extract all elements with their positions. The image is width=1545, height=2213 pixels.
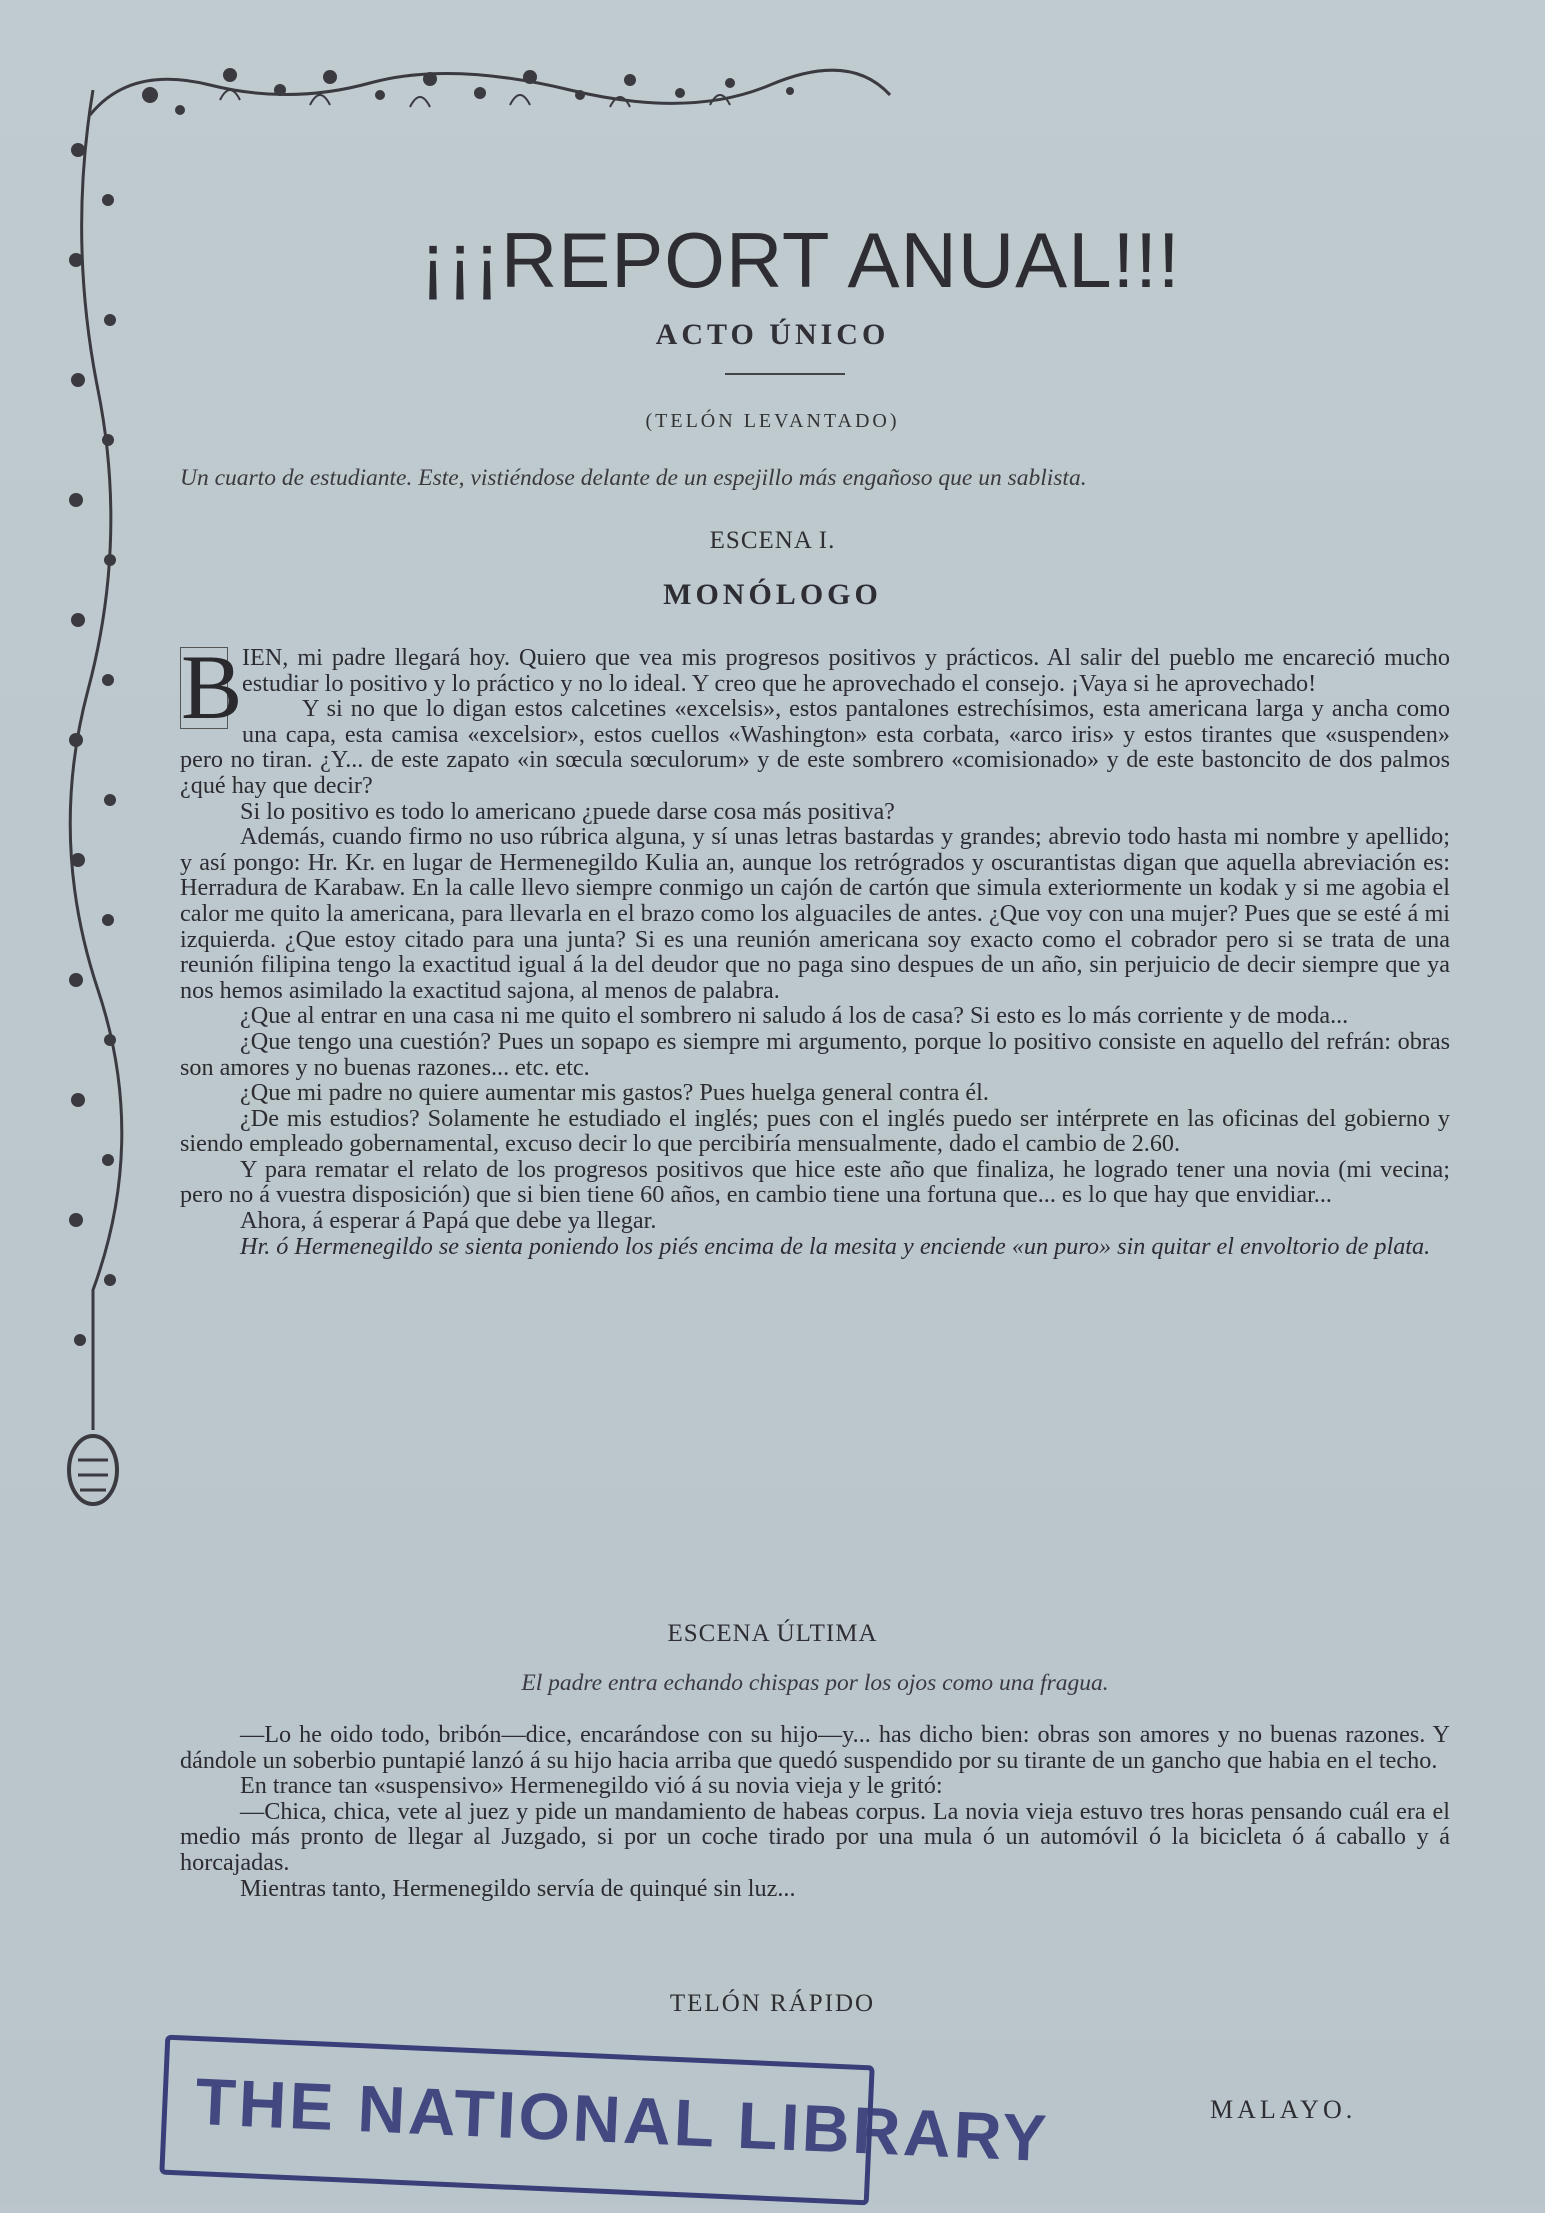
page-title: ¡¡¡REPORT ANUAL!!!	[420, 216, 1181, 304]
paragraph: Además, cuando firmo no uso rúbrica alguna, y sí unas letras bastardas y grandes; abrevio todo hasta mi nombre y apellido; y así pongo: Hr. Kr. en lugar de Hermenegildo Kulia an, aunque los retrógrados y oscurantistas digan que aquella abreviación es: Herradura de Karabaw. En la calle llevo siempre conmigo un cajón de cartón que simula exteriormente un kodak y si me agobia el calor me quito la americana, para llevarla en el brazo como los alguaciles de antes. ¿Que voy con una mujer? Pues que se esté á mi izquierda. ¿Que estoy citado para una junta? Si es una reunión americana soy exacto como el cobrador pero si se trata de una reunión filipina tengo la exactitud igual á la del deudor que no paga sino despues de un año, sin perjuicio de decir siempre que ya nos hemos asimilado la exactitud sajona, al menos de palabra.	[180, 823, 1450, 1004]
curtain-open-direction: (TELÓN LEVANTADO)	[645, 410, 900, 432]
drop-cap: B	[181, 636, 243, 738]
scene-last-title: ESCENA ÚLTIMA	[667, 1620, 878, 1647]
scene-last-direction: El padre entra echando chispas por los ojos como una fragua.	[521, 1670, 1109, 1696]
paragraph: ¿Que al entrar en una casa ni me quito el sombrero ni saludo á los de casa? Si esto es lo más corriente y de moda...	[240, 1002, 1349, 1030]
paragraph: Si lo positivo es todo lo americano ¿puede darse cosa más positiva?	[240, 797, 895, 825]
paragraph: —Lo he oido todo, bribón—dice, encarándose con su hijo—y... has dicho bien: obras son amores y no buenas razones. Y dándole un soberbio puntapié lanzó á su hijo hacia arriba que quedó suspendido por su tirante de un gancho que habia en el techo.	[180, 1721, 1450, 1774]
paragraph: —Chica, chica, vete al juez y pide un mandamiento de habeas corpus. La novia vieja estuvo tres horas pensando cuál era el medio más pronto de llegar al Juzgado, si por un coche tirado por una mula ó un automóvil ó la bicicleta ó á caballo y á horcajadas.	[180, 1797, 1450, 1876]
curtain-close-direction: TELÓN RÁPIDO	[669, 1990, 876, 2017]
act-subtitle: ACTO ÚNICO	[655, 318, 890, 351]
floral-ornament-left	[48, 90, 138, 1520]
paragraph: En trance tan «suspensivo» Hermenegildo vió á su novia vieja y le gritó:	[240, 1772, 943, 1800]
setting-direction: Un cuarto de estudiante. Este, vistiéndose delante de un espejillo más engañoso que un sablista.	[180, 465, 1087, 491]
stamp-text: THE NATIONAL LIBRARY	[193, 2063, 1051, 2176]
closing-stage-direction: Hr. ó Hermenegildo se sienta poniendo los piés encima de la mesita y enciende «un puro» sin quitar el envoltorio de plata.	[240, 1232, 1431, 1260]
library-stamp	[159, 2035, 1051, 2206]
floral-ornament-top	[70, 55, 900, 135]
paragraph: Ahora, á esperar á Papá que debe ya llegar.	[240, 1207, 657, 1235]
scene-1-title: ESCENA I.	[709, 527, 836, 554]
paragraph: Y para rematar el relato de los progresos positivos que hice este año que finaliza, he logrado tener una novia (mi vecina; pero no á vuestra disposición) que si bien tiene 60 años, en cambio tiene una fortuna que... es lo que hay que envidiar...	[180, 1155, 1450, 1209]
paragraph: ¿De mis estudios? Solamente he estudiado el inglés; pues con el inglés puedo ser intérprete en las oficinas del gobierno y siendo empleado gobernamental, excuso decir lo que percibiría mensualmente, dado el cambio de 2.60.	[180, 1104, 1450, 1158]
monologue-heading: MONÓLOGO	[663, 578, 882, 611]
paragraph: ¿Que tengo una cuestión? Pues un sopapo es siempre mi argumento, porque lo positivo consiste en aquello del refrán: obras son amores y no buenas razones... etc. etc.	[180, 1027, 1450, 1081]
paragraph: Mientras tanto, Hermenegildo servía de quinqué sin luz...	[240, 1874, 796, 1902]
paragraph: ¿Que mi padre no quiere aumentar mis gastos? Pues huelga general contra él.	[240, 1079, 989, 1107]
scene-last-body	[180, 1722, 1450, 1901]
title-divider	[725, 373, 845, 375]
paragraph: Y si no que lo digan estos calcetines «excelsis», estos pantalones estrechísimos, esta americana larga y ancha como una capa, esta camisa «excelsior», estos cuellos «Washington» esta corbata, «arco iris» y estos tirantes que «suspenden» pero no tiran. ¿Y... de este zapato «in sœcula sœculorum» y de este sombrero «comisionado» y de este bastoncito de dos palmos ¿qué hay que decir?	[180, 695, 1450, 799]
author-signature: MALAYO.	[1210, 2095, 1357, 2124]
paragraph: B IEN, mi padre llegará hoy. Quiero que vea mis progresos positivos y prácticos. Al salir del pueblo me encareció mucho estudiar lo positivo y lo práctico y no lo ideal. Y creo que he aprovechado el consejo. ¡Vaya si he aprovechado!	[181, 636, 1450, 738]
scene-1-body	[180, 636, 1450, 1260]
